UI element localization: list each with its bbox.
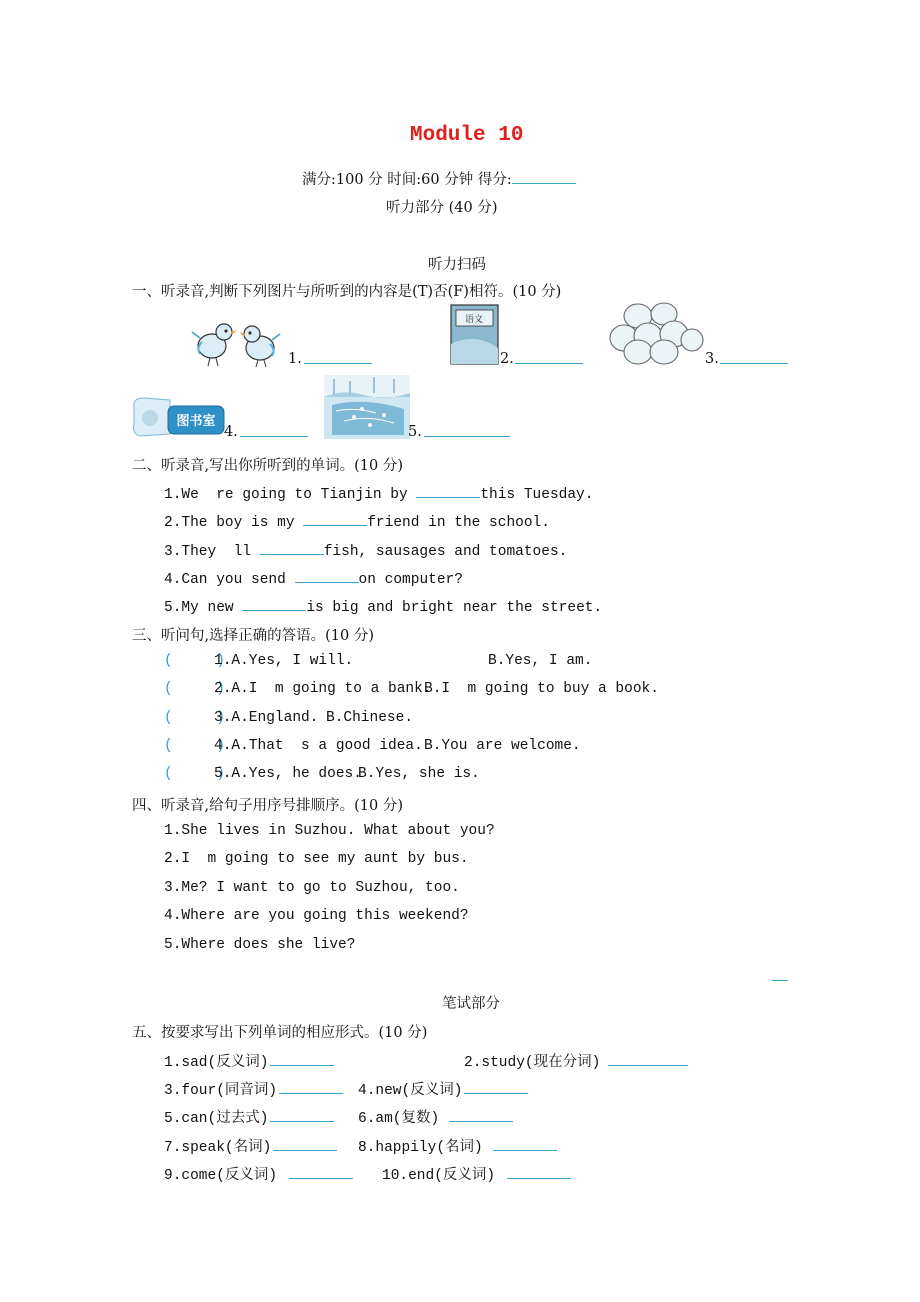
score-info-text: 满分:100 分 时间:60 分钟 得分: — [302, 172, 512, 188]
word-blank[interactable] — [493, 1136, 557, 1151]
short-divider — [772, 980, 788, 981]
answer-blank-1[interactable] — [304, 363, 372, 364]
option-b-3: B.Chinese. — [326, 710, 414, 726]
item2-number: 2. — [500, 351, 514, 367]
section5-item-10 — [382, 1163, 571, 1184]
section5-item-8 — [358, 1135, 557, 1156]
section5-item-9 — [164, 1163, 353, 1184]
word-prompt: 9.come(反义词) — [164, 1168, 278, 1184]
item-text-after: this Tuesday. — [480, 487, 594, 503]
word-blank[interactable] — [608, 1051, 688, 1066]
word-prompt: 1.sad(反义词) — [164, 1055, 269, 1071]
score-blank[interactable] — [512, 169, 576, 184]
section1-heading: 一、听录音,判断下列图片与所听到的内容是(T)否(F)相符。(10 分) — [132, 284, 562, 300]
item1-number: 1. — [288, 351, 302, 367]
word-blank[interactable] — [270, 1107, 334, 1122]
book-label: 语文 — [464, 315, 484, 325]
section2-item-3 — [164, 540, 567, 560]
option-a-1: 1.A.Yes, I will. — [214, 653, 354, 669]
library-picture — [130, 394, 226, 440]
option-b-5: B.Yes, she is. — [358, 766, 480, 782]
section3-heading: 三、听问句,选择正确的答语。(10 分) — [132, 628, 374, 644]
word-blank[interactable] — [270, 1051, 334, 1066]
section5-item-7 — [164, 1135, 337, 1156]
section5-item-6 — [358, 1106, 513, 1127]
item4-number: 4. — [224, 424, 238, 440]
word-blank[interactable] — [279, 1079, 343, 1094]
option-a-3: 3.A.England. — [214, 710, 319, 726]
section5-item-2 — [464, 1050, 688, 1071]
item-text-before: 2.The boy is my — [164, 515, 304, 531]
section2-item-2 — [164, 511, 550, 531]
fill-blank[interactable] — [303, 511, 367, 526]
item5-number: 5. — [408, 424, 422, 440]
word-prompt: 8.happily(名词) — [358, 1140, 483, 1156]
section4-item-1: 1.She lives in Suzhou. What about you? — [164, 823, 495, 839]
option-a-2: 2.A.I m going to a bank. — [214, 681, 432, 697]
word-prompt: 5.can(过去式) — [164, 1111, 269, 1127]
option-b-4: B.You are welcome. — [424, 738, 581, 754]
fill-blank[interactable] — [416, 483, 480, 498]
scan-label: 听力扫码 — [428, 257, 486, 273]
page-title: Module 10 — [410, 124, 524, 147]
section4-item-4: 4.Where are you going this weekend? — [164, 908, 469, 924]
section2-heading: 二、听录音,写出你所听到的单词。(10 分) — [132, 458, 403, 474]
word-blank[interactable] — [289, 1164, 353, 1179]
answer-paren-3[interactable]: ( ) — [164, 710, 225, 726]
option-b-1: B.Yes, I am. — [488, 653, 593, 669]
word-prompt: 2.study(现在分词) — [464, 1055, 601, 1071]
item-text-before: 5.My new — [164, 600, 243, 616]
item-text-after: on computer? — [358, 572, 463, 588]
item-text-before: 3.They ll — [164, 544, 260, 560]
word-blank[interactable] — [449, 1107, 513, 1122]
answer-paren-1[interactable]: ( ) — [164, 653, 225, 669]
answer-blank-4[interactable] — [240, 436, 308, 437]
chinese-book-picture — [450, 304, 500, 366]
fill-blank[interactable] — [295, 568, 359, 583]
section4-item-2: 2.I m going to see my aunt by bus. — [164, 851, 469, 867]
answer-blank-5[interactable] — [424, 436, 510, 437]
score-info — [302, 168, 576, 189]
item3-number: 3. — [705, 351, 719, 367]
swimming-picture — [324, 375, 410, 439]
item-text-before: 1.We re going to Tianjin by — [164, 487, 417, 503]
section5-item-4 — [358, 1078, 528, 1099]
answer-paren-2[interactable]: ( ) — [164, 681, 225, 697]
word-prompt: 6.am(复数) — [358, 1111, 440, 1127]
item-text-after: fish, sausages and tomatoes. — [323, 544, 568, 560]
section2-item-4 — [164, 568, 463, 588]
section5-item-5 — [164, 1106, 334, 1127]
listening-part-label: 听力部分 (40 分) — [386, 200, 498, 216]
answer-paren-5[interactable]: ( ) — [164, 766, 225, 782]
option-b-2: B.I m going to buy a book. — [424, 681, 659, 697]
word-blank[interactable] — [464, 1079, 528, 1094]
option-a-4: 4.A.That s a good idea. — [214, 738, 423, 754]
item-text-before: 4.Can you send — [164, 572, 295, 588]
birds-picture — [188, 318, 284, 368]
answer-blank-2[interactable] — [515, 363, 583, 364]
answer-paren-4[interactable]: ( ) — [164, 738, 225, 754]
section4-heading: 四、听录音,给句子用序号排顺序。(10 分) — [132, 798, 403, 814]
fill-blank[interactable] — [260, 540, 324, 555]
option-a-5: 5.A.Yes, he does. — [214, 766, 362, 782]
word-prompt: 7.speak(名词) — [164, 1140, 272, 1156]
library-label: 图书室 — [176, 414, 216, 429]
section2-item-5 — [164, 596, 602, 616]
item-text-after: is big and bright near the street. — [306, 600, 603, 616]
section2-item-1 — [164, 483, 593, 503]
word-prompt: 10.end(反义词) — [382, 1168, 496, 1184]
answer-blank-3[interactable] — [720, 363, 788, 364]
section5-item-1 — [164, 1050, 334, 1071]
section4-item-3: 3.Me? I want to go to Suzhou, too. — [164, 880, 460, 896]
word-prompt: 3.four(同音词) — [164, 1083, 278, 1099]
fill-blank[interactable] — [242, 596, 306, 611]
section5-item-3 — [164, 1078, 343, 1099]
written-part-label: 笔试部分 — [442, 996, 500, 1012]
word-blank[interactable] — [273, 1136, 337, 1151]
section4-item-5: 5.Where does she live? — [164, 937, 356, 953]
eggs-picture — [608, 300, 704, 366]
word-blank[interactable] — [507, 1164, 571, 1179]
section5-heading: 五、按要求写出下列单词的相应形式。(10 分) — [132, 1025, 428, 1041]
word-prompt: 4.new(反义词) — [358, 1083, 463, 1099]
item-text-after: friend in the school. — [367, 515, 550, 531]
